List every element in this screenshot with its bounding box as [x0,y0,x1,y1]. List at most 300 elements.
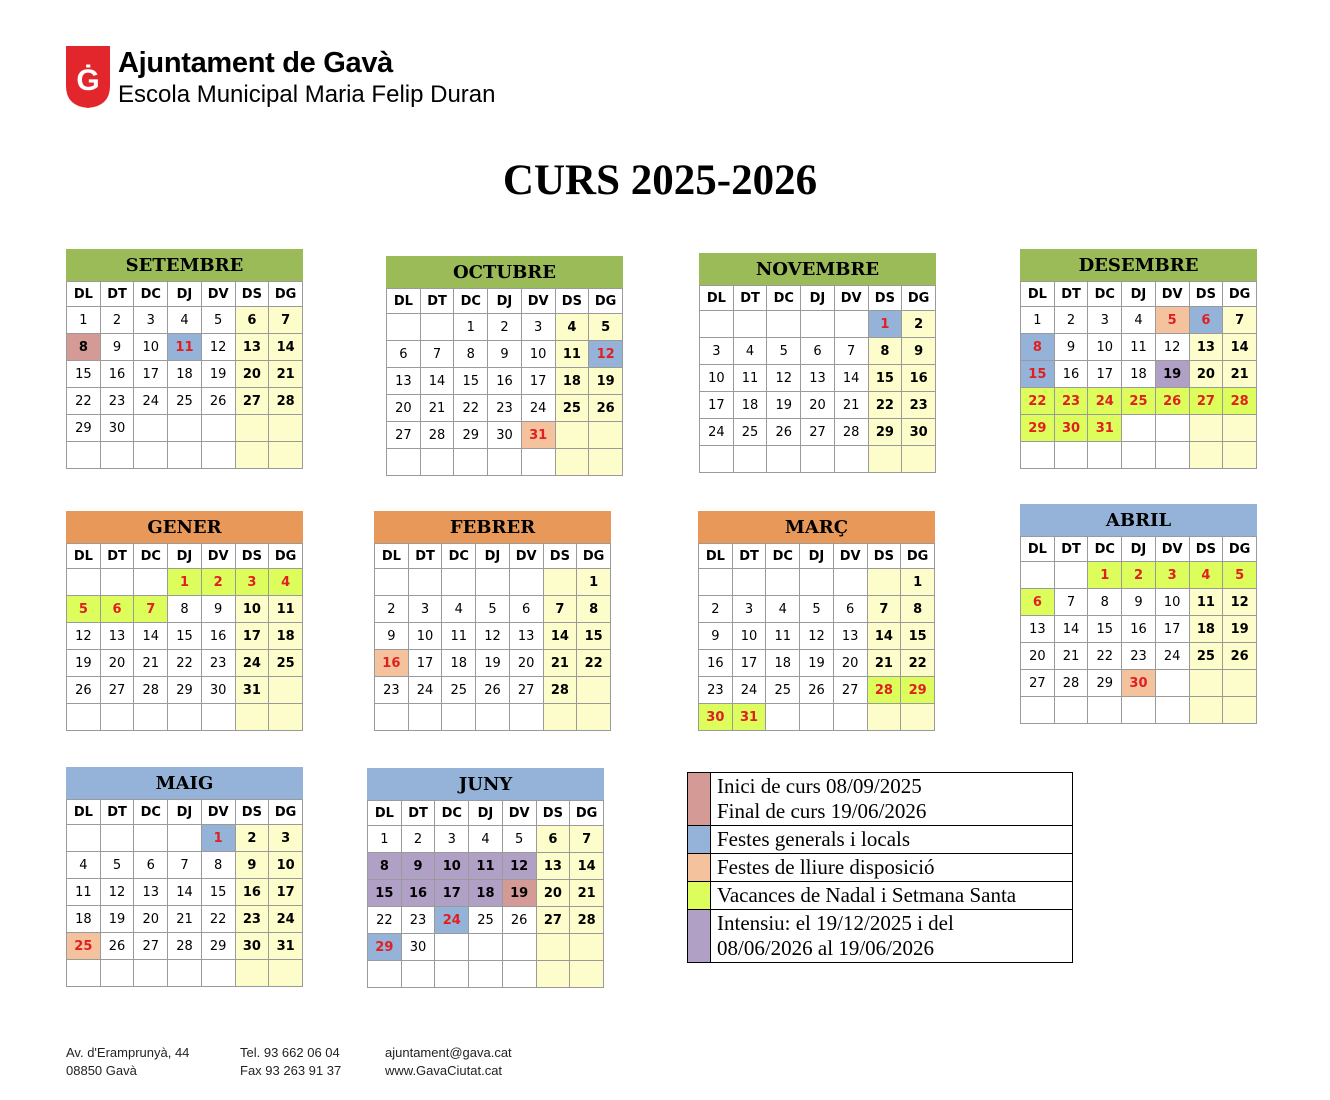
day-cell: 2 [1054,307,1088,334]
day-cell: 15 [67,361,101,388]
weekday-header: DT [100,544,134,569]
day-cell: 8 [67,334,101,361]
weekday-header: DG [269,800,303,825]
weekday-header: DT [732,544,766,569]
weekday-header: DC [435,801,469,826]
day-cell: 29 [67,415,101,442]
day-cell: 7 [1054,589,1088,616]
empty-cell [577,704,611,731]
day-cell: 3 [269,825,303,852]
day-cell: 8 [1088,589,1122,616]
month-name: JUNY [367,768,604,800]
day-cell: 25 [1189,643,1223,670]
day-cell: 5 [502,826,536,853]
week-row [700,338,936,365]
weekday-header: DS [868,286,902,311]
day-cell: 13 [536,853,570,880]
day-cell: 24 [235,650,269,677]
day-cell: 11 [442,623,476,650]
day-cell: 18 [168,361,202,388]
weekday-header: DV [521,289,555,314]
empty-cell [168,442,202,469]
day-cell: 4 [168,307,202,334]
day-cell: 19 [502,880,536,907]
day-cell: 26 [767,419,801,446]
day-cell: 22 [67,388,101,415]
empty-cell [766,569,800,596]
weekday-header: DT [408,544,442,569]
day-cell: 28 [570,907,604,934]
week-row [67,442,303,469]
week-row [699,704,935,731]
week-row [67,650,303,677]
day-cell: 22 [201,906,235,933]
day-cell: 20 [1021,643,1055,670]
weekday-header: DG [589,289,623,314]
day-cell: 23 [488,395,522,422]
weekday-header: DV [834,286,868,311]
day-cell: 21 [134,650,168,677]
month-name: DESEMBRE [1020,249,1257,281]
week-row [1021,361,1257,388]
empty-cell [733,446,767,473]
day-cell: 24 [732,677,766,704]
empty-cell [269,415,303,442]
day-cell: 27 [833,677,867,704]
day-cell: 26 [476,677,510,704]
day-cell: 17 [521,368,555,395]
empty-cell [67,704,101,731]
empty-cell [100,704,134,731]
empty-cell [1223,697,1257,724]
day-cell: 22 [868,392,902,419]
day-cell: 27 [536,907,570,934]
empty-cell [733,311,767,338]
day-cell: 26 [1155,388,1189,415]
weekday-header: DV [201,544,235,569]
day-cell: 29 [368,934,402,961]
day-cell: 17 [269,879,303,906]
empty-cell [387,314,421,341]
day-cell: 11 [733,365,767,392]
empty-cell [767,311,801,338]
day-cell: 27 [235,388,269,415]
empty-cell [201,704,235,731]
weekday-header: DT [401,801,435,826]
day-cell: 5 [800,596,834,623]
empty-cell [509,704,543,731]
day-cell: 2 [699,596,733,623]
day-cell: 30 [1054,415,1088,442]
empty-cell [570,934,604,961]
empty-cell [401,961,435,988]
day-cell: 27 [801,419,835,446]
address-line-1: Av. d'Eramprunyà, 44 [66,1045,190,1060]
tel: Tel. 93 662 06 04 [240,1045,340,1060]
day-cell: 28 [543,677,577,704]
day-cell: 19 [201,361,235,388]
day-cell: 4 [442,596,476,623]
empty-cell [454,449,488,476]
empty-cell [488,449,522,476]
day-cell: 27 [100,677,134,704]
weekday-header: DL [67,800,101,825]
day-cell: 4 [1122,307,1156,334]
week-row [1021,616,1257,643]
week-row [368,880,604,907]
empty-cell [269,442,303,469]
day-cell: 9 [235,852,269,879]
day-cell: 30 [100,415,134,442]
day-cell: 19 [767,392,801,419]
day-cell: 24 [269,906,303,933]
week-row [387,368,623,395]
day-cell: 7 [867,596,901,623]
empty-cell [100,960,134,987]
weekday-header: DL [1021,282,1055,307]
empty-cell [100,569,134,596]
day-cell: 3 [408,596,442,623]
day-cell: 18 [67,906,101,933]
day-cell: 15 [454,368,488,395]
empty-cell [700,311,734,338]
week-row [387,395,623,422]
day-cell: 23 [201,650,235,677]
weekday-header: DC [767,286,801,311]
month-table [374,543,611,731]
weekday-header: DT [1054,537,1088,562]
weekday-header: DG [269,544,303,569]
day-cell: 31 [1088,415,1122,442]
day-cell: 17 [435,880,469,907]
day-cell: 23 [401,907,435,934]
empty-cell [1054,442,1088,469]
day-cell: 10 [1088,334,1122,361]
day-cell: 25 [1122,388,1156,415]
empty-cell [134,825,168,852]
week-row [699,677,935,704]
day-cell: 26 [100,933,134,960]
day-cell: 27 [1189,388,1223,415]
day-cell: 23 [235,906,269,933]
weekday-header: DJ [168,544,202,569]
day-cell: 21 [420,395,454,422]
empty-cell [766,704,800,731]
day-cell: 7 [1223,307,1257,334]
day-cell: 17 [235,623,269,650]
legend-row [688,910,1073,963]
day-cell: 14 [420,368,454,395]
day-cell: 31 [521,422,555,449]
weekday-header: DC [134,800,168,825]
empty-cell [1189,442,1223,469]
day-cell: 11 [766,623,800,650]
day-cell: 30 [201,677,235,704]
day-cell: 27 [387,422,421,449]
day-cell: 25 [67,933,101,960]
empty-cell [1088,697,1122,724]
empty-cell [555,422,589,449]
week-row [387,314,623,341]
day-cell: 15 [577,623,611,650]
day-cell: 10 [269,852,303,879]
day-cell: 28 [1054,670,1088,697]
empty-cell [1054,562,1088,589]
day-cell: 2 [201,569,235,596]
day-cell: 30 [1122,670,1156,697]
month-novembre [699,253,936,473]
day-cell: 26 [589,395,623,422]
day-cell: 15 [168,623,202,650]
weekday-header: DT [100,800,134,825]
day-cell: 25 [442,677,476,704]
empty-cell [235,960,269,987]
month-name: OCTUBRE [386,256,623,288]
day-cell: 25 [555,395,589,422]
legend-swatch [688,773,711,826]
day-cell: 25 [766,677,800,704]
day-cell: 13 [833,623,867,650]
day-cell: 23 [902,392,936,419]
day-cell: 1 [901,569,935,596]
day-cell: 17 [134,361,168,388]
day-cell: 26 [502,907,536,934]
day-cell: 5 [589,314,623,341]
weekday-header: DG [269,282,303,307]
day-cell: 20 [387,395,421,422]
day-cell: 21 [269,361,303,388]
day-cell: 1 [168,569,202,596]
fax: Fax 93 263 91 37 [240,1063,342,1078]
weekday-header: DL [387,289,421,314]
email-link[interactable]: ajuntament@gava.cat [385,1045,512,1060]
week-row [387,449,623,476]
legend-text: Festes de lliure disposició [711,854,1073,882]
weekday-header: DV [201,282,235,307]
weekday-header: DS [543,544,577,569]
week-row [1021,643,1257,670]
day-cell: 19 [1155,361,1189,388]
legend-swatch [688,826,711,854]
weekday-header: DT [733,286,767,311]
day-cell: 3 [435,826,469,853]
day-cell: 3 [1155,562,1189,589]
month-name: GENER [66,511,303,543]
day-cell: 4 [67,852,101,879]
day-cell: 14 [269,334,303,361]
empty-cell [800,704,834,731]
month-table [699,285,936,473]
day-cell: 9 [488,341,522,368]
weekday-header: DG [1223,282,1257,307]
day-cell: 22 [1021,388,1055,415]
empty-cell [1189,697,1223,724]
month-table [66,799,303,987]
day-cell: 26 [800,677,834,704]
empty-cell [570,961,604,988]
week-row [387,422,623,449]
weekday-header: DJ [168,282,202,307]
day-cell: 21 [834,392,868,419]
empty-cell [801,446,835,473]
day-cell: 29 [901,677,935,704]
day-cell: 13 [387,368,421,395]
day-cell: 21 [168,906,202,933]
weekday-header: DS [235,282,269,307]
empty-cell [201,442,235,469]
day-cell: 12 [800,623,834,650]
day-cell: 20 [235,361,269,388]
day-cell: 26 [67,677,101,704]
day-cell: 25 [168,388,202,415]
month-name: ABRIL [1020,504,1257,536]
weekday-header: DC [134,544,168,569]
day-cell: 14 [1054,616,1088,643]
day-cell: 15 [1021,361,1055,388]
day-cell: 24 [521,395,555,422]
empty-cell [442,569,476,596]
day-cell: 29 [201,933,235,960]
day-cell: 6 [801,338,835,365]
week-row [67,623,303,650]
empty-cell [732,569,766,596]
day-cell: 30 [235,933,269,960]
day-cell: 19 [100,906,134,933]
day-cell: 12 [1155,334,1189,361]
empty-cell [1223,415,1257,442]
weekday-header: DG [570,801,604,826]
week-row [375,569,611,596]
weekday-header: DL [67,544,101,569]
weekday-header: DV [509,544,543,569]
empty-cell [100,825,134,852]
week-row [67,388,303,415]
week-row [1021,562,1257,589]
day-cell: 17 [1088,361,1122,388]
day-cell: 7 [168,852,202,879]
empty-cell [476,569,510,596]
week-row [1021,589,1257,616]
day-cell: 29 [168,677,202,704]
day-cell: 23 [699,677,733,704]
month-febrer [374,511,611,731]
day-cell: 13 [134,879,168,906]
day-cell: 24 [1088,388,1122,415]
empty-cell [1021,442,1055,469]
day-cell: 16 [488,368,522,395]
day-cell: 20 [833,650,867,677]
day-cell: 3 [1088,307,1122,334]
legend-row [688,773,1073,826]
week-row [1021,442,1257,469]
month-table [66,281,303,469]
month-table [1020,281,1257,469]
empty-cell [1155,442,1189,469]
month-name: MAIG [66,767,303,799]
week-row [368,961,604,988]
empty-cell [134,569,168,596]
legend-text: Intensiu: el 19/12/2025 i del 08/06/2026 al 19/06/2026 [711,910,1073,963]
day-cell: 11 [269,596,303,623]
day-cell: 5 [767,338,801,365]
day-cell: 28 [269,388,303,415]
week-row [1021,670,1257,697]
day-cell: 21 [570,880,604,907]
week-row [67,307,303,334]
day-cell: 10 [732,623,766,650]
day-cell: 16 [375,650,409,677]
empty-cell [509,569,543,596]
logo-letter: Ġ [76,64,100,97]
weekday-header: DL [375,544,409,569]
empty-cell [408,569,442,596]
day-cell: 18 [555,368,589,395]
weekday-header: DC [766,544,800,569]
empty-cell [235,442,269,469]
weekday-header: DS [235,544,269,569]
day-cell: 8 [577,596,611,623]
empty-cell [543,569,577,596]
day-cell: 17 [732,650,766,677]
day-cell: 16 [201,623,235,650]
month-març [698,511,935,731]
month-name: MARÇ [698,511,935,543]
day-cell: 6 [833,596,867,623]
week-row [699,569,935,596]
weekday-header: DC [1088,537,1122,562]
day-cell: 12 [502,853,536,880]
day-cell: 16 [401,880,435,907]
day-cell: 1 [67,307,101,334]
day-cell: 10 [134,334,168,361]
day-cell: 1 [868,311,902,338]
weekday-header: DG [902,286,936,311]
day-cell: 8 [201,852,235,879]
weekday-header: DJ [1122,537,1156,562]
day-cell: 21 [1054,643,1088,670]
day-cell: 12 [67,623,101,650]
empty-cell [1189,415,1223,442]
web-link[interactable]: www.GavaCiutat.cat [385,1063,503,1078]
day-cell: 23 [100,388,134,415]
weekday-header: DJ [800,544,834,569]
empty-cell [521,449,555,476]
week-row [67,361,303,388]
day-cell: 5 [201,307,235,334]
day-cell: 23 [375,677,409,704]
legend-swatch [688,882,711,910]
week-row [368,826,604,853]
day-cell: 20 [509,650,543,677]
day-cell: 18 [733,392,767,419]
weekday-header: DS [536,801,570,826]
day-cell: 14 [1223,334,1257,361]
empty-cell [1189,670,1223,697]
month-abril [1020,504,1257,724]
day-cell: 20 [100,650,134,677]
empty-cell [375,569,409,596]
empty-cell [1122,442,1156,469]
day-cell: 10 [235,596,269,623]
weekday-header: DJ [476,544,510,569]
empty-cell [577,677,611,704]
legend-swatch [688,854,711,882]
empty-cell [201,415,235,442]
day-cell: 9 [401,853,435,880]
day-cell: 9 [375,623,409,650]
week-row [67,415,303,442]
day-cell: 24 [1155,643,1189,670]
